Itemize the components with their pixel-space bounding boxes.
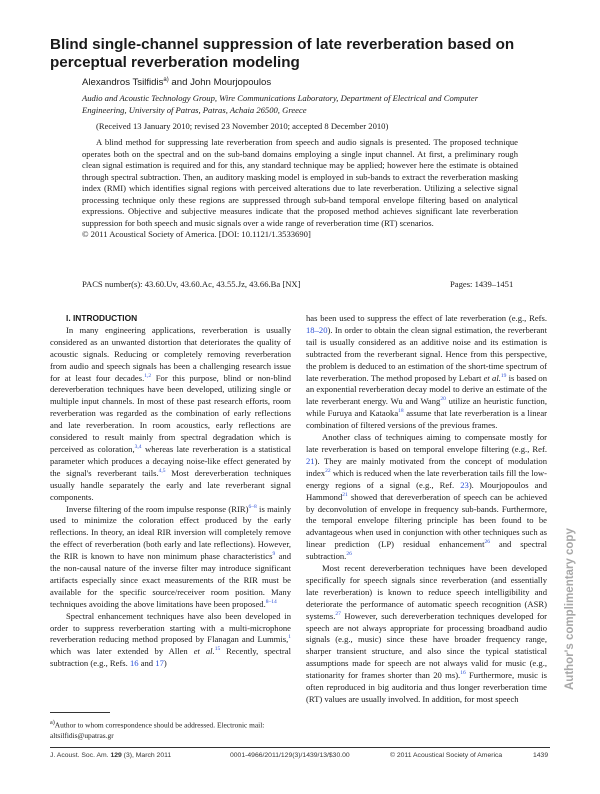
footnote-divider bbox=[50, 712, 110, 713]
citation-link[interactable]: 20 bbox=[440, 396, 446, 403]
volume-number: 129 bbox=[110, 752, 122, 759]
author-2: John Mourjopoulos bbox=[190, 77, 272, 89]
authors bbox=[82, 77, 271, 88]
reference-link[interactable]: 16 bbox=[129, 658, 139, 669]
article-title: Blind single-channel suppression of late reverberation based on perceptual reverberation modeling bbox=[50, 36, 515, 71]
citation-link[interactable]: 8–14 bbox=[265, 598, 277, 605]
citation-link[interactable]: 6–8 bbox=[248, 503, 257, 510]
paragraph: Most recent dereverberation techniques have been developed specifically for speech signals since reverberation (and essentially late reverberation) is known to reduce speech intelligibility and deteriorate the performance of automatic speech recognition (ASR) systems.$^{27}$ However, such dereverberation techniques developed for speech are not always appropriate for processing broadband audio signals (e.g., music) since these have broader frequency range, sharper transient structure, and also since the typical statistical assumptions made for speech are not always valid for music (e.g., stationarity for frames shorter than 20 ms).$^{16}$ Furthermore, music is often reproduced in big auditoria and thus longer reverberation time (RT) values are usually involved. In addition, for most speech bbox=[306, 563, 548, 704]
citation-link[interactable]: 19 bbox=[500, 372, 507, 379]
received-dates: (Received 13 January 2010; revised 23 November 2010; accepted 8 December 2010) bbox=[96, 121, 389, 131]
footnote-text: Author to whom correspondence should be addressed. Electronic mail: altsilfidis@upatras.gr bbox=[50, 720, 265, 740]
reference-link[interactable]: 18–20 bbox=[306, 324, 328, 335]
reference-link[interactable]: 21 bbox=[306, 455, 315, 466]
abstract bbox=[82, 137, 518, 241]
page-number: 1439 bbox=[533, 752, 549, 759]
footnote-mark: a) bbox=[50, 720, 55, 726]
citation-link[interactable]: 9 bbox=[272, 551, 276, 558]
page-range: Pages: 1439–1451 bbox=[450, 279, 514, 289]
citation-link[interactable]: 1 bbox=[288, 634, 291, 641]
footnote bbox=[50, 718, 291, 741]
paragraph: In many engineering applications, reverberation is usually considered as an unwanted distortion that deteriorates the quality of acoustic signals. Reducing or completely removing reverberation from audio and speech signals has been a challenging research issue for at least four decades.$^{1,2}$ For this purpose, blind or non-blind dereverberation techniques have been developed, utilizing single or multiple input channels. In most of these past research efforts, room reverberation was regarded as the combination of early reflections and late reverberation. In room acoustics, early reflections are considered to result mainly from spectral degradation which is perceived as coloration,$^{3,4}$ whereas late reverberation is a statistical parameter which produces a decaying noise-like effect generated by the signal's reverberant tails.$^{4,5}$ Most dereverberation techniques usually handle separately the early and late reverberant signal components. bbox=[50, 324, 292, 502]
section-heading: I. INTRODUCTION bbox=[66, 313, 138, 323]
author-1-footnote-mark: a) bbox=[163, 77, 169, 83]
footer-divider bbox=[50, 747, 550, 748]
paragraph: Another class of techniques aiming to compensate mostly for late reverberation is based on temporal envelope filtering (e.g., Ref. 21). They are mainly motivated from the concept of modulation index$^{22}$ which is reduced when the late reverberation tails fill the low-energy regions of a signal (e.g., Ref. 23). Mourjopoulos and Hammond$^{21}$ showed that dereverberation of speech can be achieved by deconvolution of envelope in frequency sub-bands. Furthermore, the temporal envelope filtering principle has been found to be advantageous when used in conjunction with other techniques such as linear prediction (LP) residual enhancement$^{26}$ and spectral subtraction.$^{26}$ bbox=[306, 432, 547, 562]
right-column bbox=[306, 313, 547, 706]
citation-link[interactable]: 1,2 bbox=[144, 372, 152, 379]
journal-citation: J. Acoust. Soc. Am. 129 (3), March 2011 bbox=[50, 752, 172, 759]
citation-link[interactable]: 16 bbox=[460, 670, 466, 677]
citation-link[interactable]: 18 bbox=[398, 408, 404, 415]
citation-link[interactable]: 26 bbox=[346, 551, 352, 558]
copyright-doi: © 2011 Acoustical Society of America. [DOI: 10.1121/1.3533690] bbox=[82, 229, 311, 239]
author-conjunction: and bbox=[168, 77, 191, 89]
pacs-numbers: PACS number(s): 43.60.Uv, 43.60.Ac, 43.55.Jz, 43.66.Ba [NX] bbox=[82, 279, 301, 289]
paragraph: Spectral enhancement techniques have also been developed in order to suppress reverberation starting with a multi-microphone reverberation reducing method proposed by Flanagan and Lummis,$^1$ which was later extended by Allen et al.$^{15}$ Recently, spectral subtraction (e.g., Refs. 16 and 17) bbox=[50, 610, 291, 669]
citation-link[interactable]: 4,5 bbox=[158, 467, 166, 474]
author-1: Alexandros Tsilfidis bbox=[82, 77, 164, 89]
paragraph: Inverse filtering of the room impulse response (RIR)$^{6-8}$ is mainly used to minimize the coloration effect produced by the early reflections. In theory, an ideal RIR inversion will completely remove the effect of reverberation (both early and late reflections). However, the RIR is known to have non minimum phase characteristics$^9$ and the non-causal nature of the inverse filter may introduce significant artifacts especially since exact measurements of the RIR must be available for the specific source/receiver room position. Many techniques avoiding the above limitations have been proposed.$^{8-14}$ bbox=[50, 503, 292, 609]
left-column bbox=[50, 313, 291, 670]
citation-link[interactable]: 22 bbox=[325, 467, 331, 474]
affiliation: Audio and Acoustic Technology Group, Wire Communications Laboratory, Department of Electrical and Computer Engineering, University of Patras, Patras, Achaia 26500, Greece bbox=[82, 93, 479, 115]
sidebar-watermark: Author's complimentary copy bbox=[564, 528, 576, 690]
paragraph: has been used to suppress the effect of late reverberation (e.g., Refs. 18–20). In order to obtain the clean signal estimation, the reverberant tail is usually considered as an additive noise and its estimation is subtracted from the reverberant signal. Hence from this perspective, the problem is deduced to an estimation of the short-time spectrum of late reverberation. The method proposed by Lebart et al.$^{19}$ is based on an exponential reverberation decay model to derive an estimate of the late reverberant energy. Wu and Wang$^{20}$ utilize an heuristic function, while Furuya and Kataoka$^{18}$ assume that late reverberation is a linear combination of filtered versions of the previous frames. bbox=[306, 313, 548, 431]
citation-link[interactable]: 15 bbox=[214, 646, 221, 653]
citation-link[interactable]: 27 bbox=[335, 610, 341, 617]
reference-link[interactable]: 17 bbox=[155, 658, 164, 669]
footer-copyright: © 2011 Acoustical Society of America bbox=[390, 752, 503, 759]
citation-link[interactable]: 21 bbox=[342, 491, 348, 498]
citation-link[interactable]: 3,4 bbox=[134, 444, 142, 451]
issn-line: 0001-4966/2011/129(3)/1439/13/$30.00 bbox=[230, 752, 350, 759]
reference-link[interactable]: 23 bbox=[460, 479, 469, 490]
citation-link[interactable]: 26 bbox=[484, 539, 490, 546]
abstract-text: A blind method for suppressing late reverberation from speech and audio signals is presented. The proposed technique operates both on the spectral and on the sub-band domains employing a single input channel. At first, a preliminary rough clean signal estimation is required and for this, any standard technique may be applied; however here the estimate is obtained through spectral subtraction. Then, an auditory masking model is employed in sub-bands to extract the reverberation masking index (RMI) which identifies signal regions with perceived alterations due to late reverberation. Utilizing a selective signal processing technique only these regions are suppressed through sub-band temporal envelope filtering based on analytical expressions. Objective and subjective measures indicate that the proposed method achieves significant late reverberation suppression for both speech and music signals over a wide range of reverberation time (RT) scenarios. bbox=[82, 137, 518, 228]
